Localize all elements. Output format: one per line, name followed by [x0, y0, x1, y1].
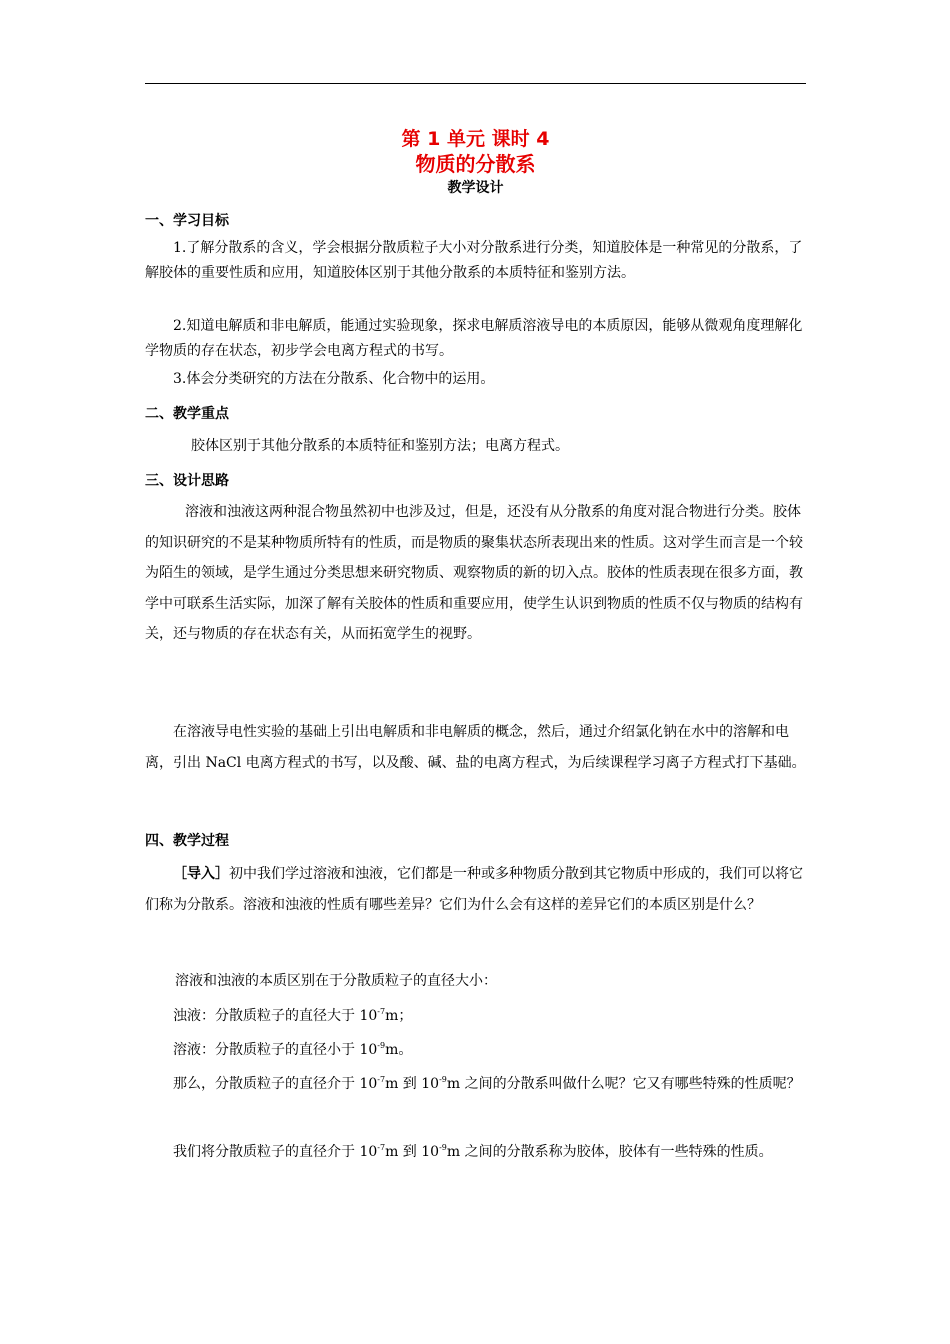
answer-text-b: m 到 10 [385, 1144, 440, 1160]
suspension-unit: m； [385, 1008, 413, 1024]
focus-text: 胶体区别于其他分散系的本质特征和鉴别方法；电离方程式。 [191, 438, 569, 454]
goal-1: 1.了解分散系的含义，学会根据分散质粒子大小对分散系进行分类，知道胶体是一种常见的分散系，了解胶体的重要性质和应用，知道胶体区别于其他分散系的本质特征和鉴别方法。 [145, 240, 803, 281]
goal-2: 2.知道电解质和非电解质，能通过实验现象，探求电解质溶液导电的本质原因，能够从微观角度理解化学物质的存在状态，初步学会电离方程式的书写。 [145, 318, 803, 359]
answer-exponent-2: -9 [439, 1143, 447, 1152]
answer-exponent-1: -7 [377, 1143, 386, 1152]
lesson-subtitle: 教学设计 [447, 180, 504, 196]
solution-unit: m。 [385, 1042, 413, 1058]
question-text-b: m 到 10 [385, 1076, 440, 1092]
intro-text: 初中我们学过溶液和浊液，它们都是一种或多种物质分散到其它物质中形成的，我们可以将它们称为分散系。溶液和浊液的性质有哪些差异？它们为什么会有这样的差异它们的本质区别是什么？ [145, 866, 803, 913]
answer-text-c: m 之间的分散系称为胶体，胶体有一些特殊的性质。 [446, 1144, 773, 1160]
section-heading-design: 三、设计思路 [145, 473, 229, 489]
answer-text-a: 我们将分散质粒子的直径介于 10 [173, 1144, 378, 1160]
lesson-title: 第 1 单元 课时 4 [401, 128, 550, 150]
solution-exponent: -9 [377, 1041, 386, 1050]
design-paragraph-2: 在溶液导电性实验的基础上引出电解质和非电解质的概念，然后，通过介绍氯化钠在水中的溶解和电离，引出 NaCl 电离方程式的书写，以及酸、碱、盐的电离方程式，为后续课程学习离子方程式打下基础。 [145, 724, 806, 771]
answer-paragraph [145, 1137, 807, 1168]
intro-paragraph [145, 859, 807, 920]
suspension-text: 浊液：分散质粒子的直径大于 10 [173, 1008, 378, 1024]
goal-3: 3.体会分类研究的方法在分散系、化合物中的运用。 [173, 371, 495, 387]
essence-line: 溶液和浊液的本质区别在于分散质粒子的直径大小： [175, 973, 497, 989]
question-text-c: m 之间的分散系叫做什么呢？它又有哪些特殊的性质呢？ [446, 1076, 801, 1092]
suspension-exponent: -7 [377, 1007, 386, 1016]
section-heading-goals: 一、学习目标 [145, 213, 229, 229]
lesson-topic: 物质的分散系 [415, 152, 536, 176]
section-heading-focus: 二、教学重点 [145, 406, 229, 422]
question-text-a: 那么，分散质粒子的直径介于 10 [173, 1076, 378, 1092]
solution-text: 溶液：分散质粒子的直径小于 10 [173, 1042, 378, 1058]
question-paragraph [145, 1069, 807, 1100]
solution-line [173, 1039, 412, 1059]
question-exponent-1: -7 [377, 1075, 386, 1084]
suspension-line [173, 1005, 412, 1025]
header-rule [145, 83, 806, 84]
question-exponent-2: -9 [439, 1075, 447, 1084]
intro-tag: ［导入］ [173, 866, 229, 882]
design-paragraph-1: 溶液和浊液这两种混合物虽然初中也涉及过，但是，还没有从分散系的角度对混合物进行分类。胶体的知识研究的不是某种物质所特有的性质，而是物质的聚集状态所表现出来的性质。这对学生而言是一个较为陌生的领域，是学生通过分类思想来研究物质、观察物质的新的切入点。胶体的性质表现在很多方面，教学中可联系生活实际，加深了解有关胶体的性质和重要应用，使学生认识到物质的性质不仅与物质的结构有关，还与物质的存在状态有关，从而拓宽学生的视野。 [145, 504, 803, 642]
section-heading-process: 四、教学过程 [145, 833, 229, 849]
